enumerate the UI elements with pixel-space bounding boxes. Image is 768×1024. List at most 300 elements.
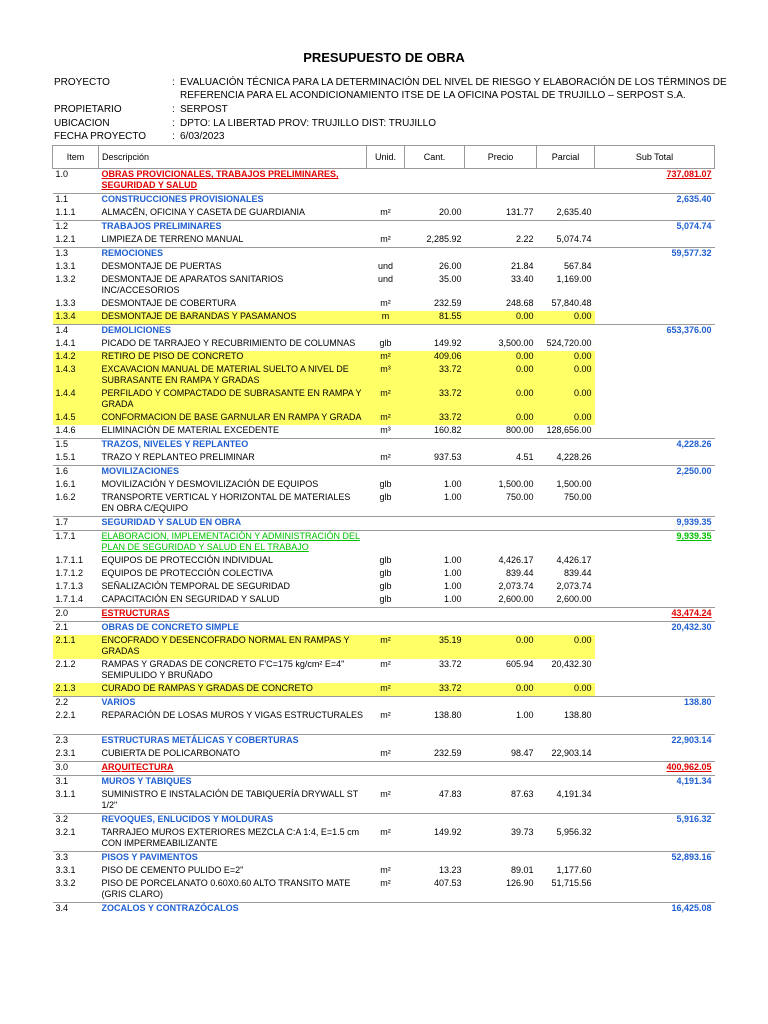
cell-item: 1.3.1: [55, 261, 76, 271]
table-row: [53, 298, 715, 311]
cell-subtotal: [595, 594, 715, 608]
propietario-value: SERPOST: [180, 104, 228, 115]
colon: :: [172, 77, 175, 88]
cell-desc: ELIMINACIÓN DE MATERIAL EXCEDENTE: [101, 425, 280, 435]
table-row: [53, 878, 715, 903]
cell-desc: PICADO DE TARRAJEO Y RECUBRIMIENTO DE COLUMNAS: [101, 338, 356, 348]
table-row: [53, 325, 715, 339]
cell-unid: m²: [367, 412, 405, 425]
cell-item: 1.2: [53, 221, 99, 235]
cell-parcial: [537, 735, 595, 749]
cell-parcial: 20,432.30: [551, 659, 592, 669]
cell-subtotal: [595, 261, 715, 274]
cell-parcial: [537, 762, 595, 776]
cell-desc: CONSTRUCCIONES PROVISIONALES: [99, 194, 367, 208]
cell-precio: 131.77: [505, 207, 534, 217]
cell-cant: 33.72: [405, 683, 465, 697]
table-row: [53, 531, 715, 556]
table-row: [53, 865, 715, 878]
cell-precio: 750.00: [505, 492, 534, 502]
cell-subtotal: 9,939.35: [595, 517, 715, 531]
cell-unid: m²: [380, 865, 391, 875]
cell-unid: m³: [367, 364, 405, 388]
cell-parcial: [537, 608, 595, 622]
cell-item: 1.4.5: [53, 412, 99, 425]
cell-item: 1.6.2: [55, 492, 76, 502]
header-subtotal: Sub Total: [595, 146, 715, 169]
cell-item: 1.3.3: [55, 298, 76, 308]
cell-subtotal: [595, 311, 715, 325]
cell-unid: [367, 852, 405, 866]
cell-unid: m²: [380, 207, 391, 217]
cell-subtotal: [595, 492, 715, 517]
cell-parcial: 1,500.00: [556, 479, 592, 489]
cell-item: 2.1: [53, 622, 99, 636]
cell-cant: 2,285.92: [426, 234, 462, 244]
propietario-label: PROPIETARIO: [54, 104, 122, 115]
cell-cant: 409.06: [405, 351, 465, 364]
cell-subtotal: 653,376.00: [595, 325, 715, 339]
cell-desc: EQUIPOS DE PROTECCIÓN COLECTIVA: [101, 568, 273, 578]
cell-precio: [465, 776, 537, 790]
cell-desc: DESMONTAJE DE BARANDAS Y PASAMANOS: [99, 311, 367, 325]
cell-cant: 33.72: [405, 412, 465, 425]
cell-unid: m²: [380, 748, 391, 758]
cell-precio: 0.00: [465, 412, 537, 425]
cell-precio: 0.00: [465, 364, 537, 388]
cell-desc: MOVILIZACIONES: [99, 466, 367, 480]
cell-subtotal: [595, 710, 715, 735]
cell-item: 1.7.1.4: [55, 594, 84, 604]
cell-desc: REPARACIÓN DE LOSAS MUROS Y VIGAS ESTRUCTURALES: [101, 710, 364, 720]
cell-desc: REMOCIONES: [99, 248, 367, 262]
cell-cant: [405, 622, 465, 636]
cell-item: 2.1.1: [53, 635, 99, 659]
cell-unid: [367, 814, 405, 828]
cell-desc: ESTRUCTURAS METÁLICAS Y COBERTURAS: [99, 735, 367, 749]
cell-cant: 47.83: [438, 789, 462, 799]
cell-unid: [367, 169, 405, 194]
cell-item: 2.3.1: [55, 748, 76, 758]
table-row: [53, 710, 715, 735]
cell-cant: 33.72: [438, 659, 462, 669]
cell-parcial: [537, 439, 595, 453]
table-row: [53, 683, 715, 697]
cell-cant: [405, 439, 465, 453]
colon: :: [172, 118, 175, 129]
cell-unid: [367, 622, 405, 636]
cell-desc: EXCAVACION MANUAL DE MATERIAL SUELTO A NIVEL DE SUBRASANTE EN RAMPA Y GRADAS: [99, 364, 367, 388]
budget-table: [52, 145, 715, 916]
cell-desc: ENCOFRADO Y DESENCOFRADO NORMAL EN RAMPAS Y GRADAS: [99, 635, 367, 659]
cell-unid: m: [367, 311, 405, 325]
cell-cant: 1.00: [443, 492, 462, 502]
cell-unid: [367, 194, 405, 208]
cell-cant: 35.19: [405, 635, 465, 659]
cell-parcial: 51,715.56: [551, 878, 592, 888]
table-row: [53, 622, 715, 636]
cell-cant: [405, 466, 465, 480]
cell-desc: CUBIERTA DE POLICARBONATO: [101, 748, 240, 758]
table-row: [53, 697, 715, 711]
cell-unid: glb: [379, 338, 392, 348]
cell-item: 3.0: [53, 762, 99, 776]
cell-precio: 605.94: [505, 659, 534, 669]
cell-cant: 149.92: [433, 338, 462, 348]
cell-desc: RETIRO DE PISO DE CONCRETO: [99, 351, 367, 364]
cell-parcial: 4,191.34: [556, 789, 592, 799]
cell-precio: [465, 439, 537, 453]
cell-desc: ARQUITECTURA: [99, 762, 367, 776]
cell-unid: m²: [380, 789, 391, 799]
cell-desc: SEGURIDAD Y SALUD EN OBRA: [99, 517, 367, 531]
cell-precio: [465, 608, 537, 622]
cell-unid: m²: [380, 659, 391, 669]
cell-cant: 13.23: [438, 865, 462, 875]
fecha-label: FECHA PROYECTO: [54, 131, 147, 142]
cell-parcial: [537, 852, 595, 866]
cell-desc: TRABAJOS PRELIMINARES: [99, 221, 367, 235]
cell-desc: EQUIPOS DE PROTECCIÓN INDIVIDUAL: [101, 555, 274, 565]
cell-cant: [405, 762, 465, 776]
cell-subtotal: 5,074.74: [595, 221, 715, 235]
cell-parcial: [537, 194, 595, 208]
cell-unid: [367, 735, 405, 749]
table-row: [53, 568, 715, 581]
cell-parcial: [537, 221, 595, 235]
cell-subtotal: [595, 364, 715, 388]
cell-subtotal: [595, 748, 715, 762]
cell-item: 3.4: [53, 903, 99, 917]
cell-precio: 800.00: [505, 425, 534, 435]
cell-cant: 81.55: [405, 311, 465, 325]
cell-parcial: 4,426.17: [556, 555, 592, 565]
cell-desc: CONFORMACION DE BASE GARNULAR EN RAMPA Y GRADA: [99, 412, 367, 425]
cell-precio: 4,426.17: [498, 555, 534, 565]
table-row: [53, 425, 715, 439]
cell-parcial: 524,720.00: [546, 338, 592, 348]
cell-item: 3.1.1: [55, 789, 76, 799]
cell-precio: 2,600.00: [498, 594, 534, 604]
cell-desc: MUROS Y TABIQUES: [99, 776, 367, 790]
table-row: [53, 221, 715, 235]
cell-desc: TRAZOS, NIVELES Y REPLANTEO: [99, 439, 367, 453]
cell-desc: DESMONTAJE DE APARATOS SANITARIOS INC/ACCESORIOS: [101, 274, 284, 295]
cell-item: 1.0: [53, 169, 99, 194]
cell-cant: [405, 903, 465, 917]
cell-subtotal: [595, 274, 715, 298]
cell-parcial: [537, 697, 595, 711]
table-row: [53, 466, 715, 480]
cell-subtotal: [595, 298, 715, 311]
cell-precio: 39.73: [510, 827, 534, 837]
cell-parcial: 750.00: [563, 492, 592, 502]
cell-precio: 2,073.74: [498, 581, 534, 591]
cell-unid: m²: [380, 234, 391, 244]
cell-precio: 126.90: [505, 878, 534, 888]
cell-cant: 1.00: [443, 479, 462, 489]
cell-precio: 0.00: [465, 311, 537, 325]
cell-subtotal: [595, 789, 715, 814]
cell-precio: 2.22: [515, 234, 534, 244]
cell-desc: LIMPIEZA DE TERRENO MANUAL: [101, 234, 244, 244]
cell-desc: DESMONTAJE DE PUERTAS: [101, 261, 222, 271]
cell-precio: [465, 221, 537, 235]
cell-desc: RAMPAS Y GRADAS DE CONCRETO F'C=175 kg/cm² E=4" SEMIPULIDO Y BRUÑADO: [101, 659, 345, 680]
cell-unid: glb: [379, 594, 392, 604]
cell-parcial: 1,169.00: [556, 274, 592, 284]
cell-item: 1.3.2: [55, 274, 76, 284]
table-row: [53, 903, 715, 917]
cell-precio: 1,500.00: [498, 479, 534, 489]
cell-precio: 0.00: [465, 388, 537, 412]
cell-subtotal: [595, 351, 715, 364]
cell-cant: 1.00: [443, 555, 462, 565]
cell-item: 1.7.1.1: [55, 555, 84, 565]
cell-unid: m²: [380, 710, 391, 720]
cell-item: 2.1.2: [55, 659, 76, 669]
cell-parcial: 5,074.74: [556, 234, 592, 244]
table-row: [53, 581, 715, 594]
cell-subtotal: 52,893.16: [595, 852, 715, 866]
cell-parcial: [537, 622, 595, 636]
cell-precio: [465, 531, 537, 556]
cell-subtotal: [595, 388, 715, 412]
cell-unid: glb: [379, 479, 392, 489]
cell-item: 1.7.1: [53, 531, 99, 556]
table-row: [53, 735, 715, 749]
cell-cant: [405, 697, 465, 711]
cell-item: 1.4.4: [53, 388, 99, 412]
cell-parcial: [537, 776, 595, 790]
table-row: [53, 388, 715, 412]
cell-unid: und: [377, 274, 394, 284]
cell-parcial: 5,956.32: [556, 827, 592, 837]
table-row: [53, 852, 715, 866]
cell-cant: 1.00: [443, 581, 462, 591]
document-title: PRESUPUESTO DE OBRA: [303, 50, 465, 65]
header-desc: Descripción: [99, 146, 367, 169]
cell-cant: 232.59: [433, 748, 462, 758]
cell-desc: TRAZO Y REPLANTEO PRELIMINAR: [101, 452, 255, 462]
cell-precio: 87.63: [510, 789, 534, 799]
cell-parcial: [537, 814, 595, 828]
cell-unid: [367, 531, 405, 556]
header-item: Item: [53, 146, 99, 169]
cell-precio: 839.44: [505, 568, 534, 578]
cell-item: 1.4.1: [55, 338, 76, 348]
cell-parcial: [537, 517, 595, 531]
cell-subtotal: [595, 659, 715, 683]
table-row: [53, 364, 715, 388]
cell-unid: m²: [380, 878, 391, 888]
cell-parcial: 0.00: [537, 311, 595, 325]
table-row: [53, 351, 715, 364]
cell-precio: 1.00: [515, 710, 534, 720]
table-row: [53, 169, 715, 194]
cell-desc: SEÑALIZACIÓN TEMPORAL DE SEGURIDAD: [101, 581, 291, 591]
cell-unid: [367, 221, 405, 235]
table-row: [53, 338, 715, 351]
cell-desc: TARRAJEO MUROS EXTERIORES MEZCLA C:A 1:4, E=1.5 cm CON IMPERMEABILIZANTE: [101, 827, 360, 848]
cell-unid: glb: [379, 555, 392, 565]
cell-item: 1.3: [53, 248, 99, 262]
cell-unid: m²: [380, 827, 391, 837]
table-row: [53, 776, 715, 790]
cell-precio: 21.84: [510, 261, 534, 271]
header-unid: Unid.: [367, 146, 405, 169]
table-row: [53, 479, 715, 492]
cell-desc: OBRAS PROVICIONALES, TRABAJOS PRELIMINARES, SEGURIDAD Y SALUD: [99, 169, 367, 194]
cell-subtotal: [595, 452, 715, 466]
cell-cant: [405, 852, 465, 866]
header-cant: Cant.: [405, 146, 465, 169]
table-row: [53, 412, 715, 425]
cell-cant: 33.72: [405, 388, 465, 412]
cell-item: 3.1: [53, 776, 99, 790]
cell-cant: 1.00: [443, 594, 462, 604]
cell-precio: 0.00: [465, 683, 537, 697]
cell-item: 3.2.1: [55, 827, 76, 837]
cell-item: 1.1.1: [55, 207, 76, 217]
cell-unid: [367, 325, 405, 339]
cell-subtotal: [595, 338, 715, 351]
cell-item: 1.7.1.3: [55, 581, 84, 591]
cell-precio: [465, 735, 537, 749]
table-row: [53, 274, 715, 298]
cell-item: 1.7: [53, 517, 99, 531]
cell-cant: [405, 248, 465, 262]
table-row: [53, 452, 715, 466]
cell-cant: 937.53: [433, 452, 462, 462]
table-row: [53, 492, 715, 517]
cell-unid: [367, 776, 405, 790]
cell-precio: [465, 325, 537, 339]
cell-precio: [465, 814, 537, 828]
cell-parcial: 57,840.48: [551, 298, 592, 308]
cell-parcial: [537, 169, 595, 194]
cell-subtotal: 43,474.24: [595, 608, 715, 622]
cell-subtotal: [595, 635, 715, 659]
cell-parcial: [537, 325, 595, 339]
cell-precio: 98.47: [510, 748, 534, 758]
cell-precio: [465, 622, 537, 636]
cell-unid: [367, 608, 405, 622]
cell-parcial: 4,228.26: [556, 452, 592, 462]
cell-cant: [405, 776, 465, 790]
cell-desc: PERFILADO Y COMPACTADO DE SUBRASANTE EN RAMPA Y GRADA: [99, 388, 367, 412]
table-row: [53, 261, 715, 274]
cell-desc: DESMONTAJE DE COBERTURA: [101, 298, 237, 308]
cell-cant: [405, 735, 465, 749]
cell-precio: [465, 762, 537, 776]
cell-precio: 248.68: [505, 298, 534, 308]
cell-parcial: [537, 248, 595, 262]
cell-item: 1.4.6: [55, 425, 76, 435]
cell-subtotal: 59,577.32: [595, 248, 715, 262]
cell-subtotal: [595, 412, 715, 425]
table-row: [53, 194, 715, 208]
table-row: [53, 748, 715, 762]
cell-item: 3.2: [53, 814, 99, 828]
colon: :: [172, 131, 175, 142]
cell-subtotal: [595, 425, 715, 439]
cell-subtotal: 20,432.30: [595, 622, 715, 636]
table-row: [53, 207, 715, 221]
cell-item: 3.3.2: [55, 878, 76, 888]
table-row: [53, 517, 715, 531]
cell-item: 1.4.3: [53, 364, 99, 388]
cell-desc: PISOS Y PAVIMENTOS: [99, 852, 367, 866]
cell-subtotal: [595, 581, 715, 594]
cell-precio: 89.01: [510, 865, 534, 875]
cell-unid: [367, 439, 405, 453]
cell-cant: 26.00: [438, 261, 462, 271]
cell-unid: m²: [367, 351, 405, 364]
cell-unid: [367, 517, 405, 531]
cell-subtotal: 4,228.26: [595, 439, 715, 453]
cell-cant: 407.53: [433, 878, 462, 888]
cell-subtotal: [595, 683, 715, 697]
cell-subtotal: [595, 827, 715, 852]
cell-desc: CAPACITACIÓN EN SEGURIDAD Y SALUD: [101, 594, 280, 604]
fecha-value: 6/03/2023: [180, 131, 225, 142]
cell-desc: MOVILIZACIÓN Y DESMOVILIZACIÓN DE EQUIPOS: [101, 479, 319, 489]
cell-item: 2.2: [53, 697, 99, 711]
cell-precio: [465, 194, 537, 208]
table-row: [53, 762, 715, 776]
cell-desc: DEMOLICIONES: [99, 325, 367, 339]
cell-cant: [405, 194, 465, 208]
table-row: [53, 555, 715, 568]
cell-item: 1.5.1: [55, 452, 76, 462]
cell-cant: 20.00: [438, 207, 462, 217]
cell-parcial: 1,177.60: [556, 865, 592, 875]
cell-subtotal: 22,903.14: [595, 735, 715, 749]
cell-parcial: [537, 531, 595, 556]
cell-item: 2.0: [53, 608, 99, 622]
cell-cant: 160.82: [433, 425, 462, 435]
cell-parcial: [537, 903, 595, 917]
cell-item: 3.3.1: [55, 865, 76, 875]
table-row: [53, 608, 715, 622]
cell-unid: und: [377, 261, 394, 271]
cell-subtotal: 16,425.08: [595, 903, 715, 917]
cell-item: 2.3: [53, 735, 99, 749]
cell-subtotal: 400,962.05: [595, 762, 715, 776]
cell-subtotal: [595, 234, 715, 248]
table-header: [53, 146, 715, 169]
table-row: [53, 659, 715, 683]
table-row: [53, 594, 715, 608]
cell-parcial: [537, 466, 595, 480]
cell-precio: [465, 248, 537, 262]
cell-subtotal: 2,635.40: [595, 194, 715, 208]
cell-item: 2.2.1: [55, 710, 76, 720]
cell-desc: PISO DE PORCELANATO 0.60X0.60 ALTO TRANSITO MATE (GRIS CLARO): [101, 878, 351, 899]
cell-item: 1.1: [53, 194, 99, 208]
cell-cant: [405, 531, 465, 556]
cell-item: 1.6: [53, 466, 99, 480]
cell-item: 1.2.1: [55, 234, 76, 244]
cell-cant: 232.59: [433, 298, 462, 308]
cell-cant: [405, 169, 465, 194]
proyecto-label: PROYECTO: [54, 77, 110, 88]
cell-unid: m³: [380, 425, 391, 435]
cell-parcial: 0.00: [537, 683, 595, 697]
cell-parcial: 138.80: [563, 710, 592, 720]
cell-unid: m²: [367, 635, 405, 659]
